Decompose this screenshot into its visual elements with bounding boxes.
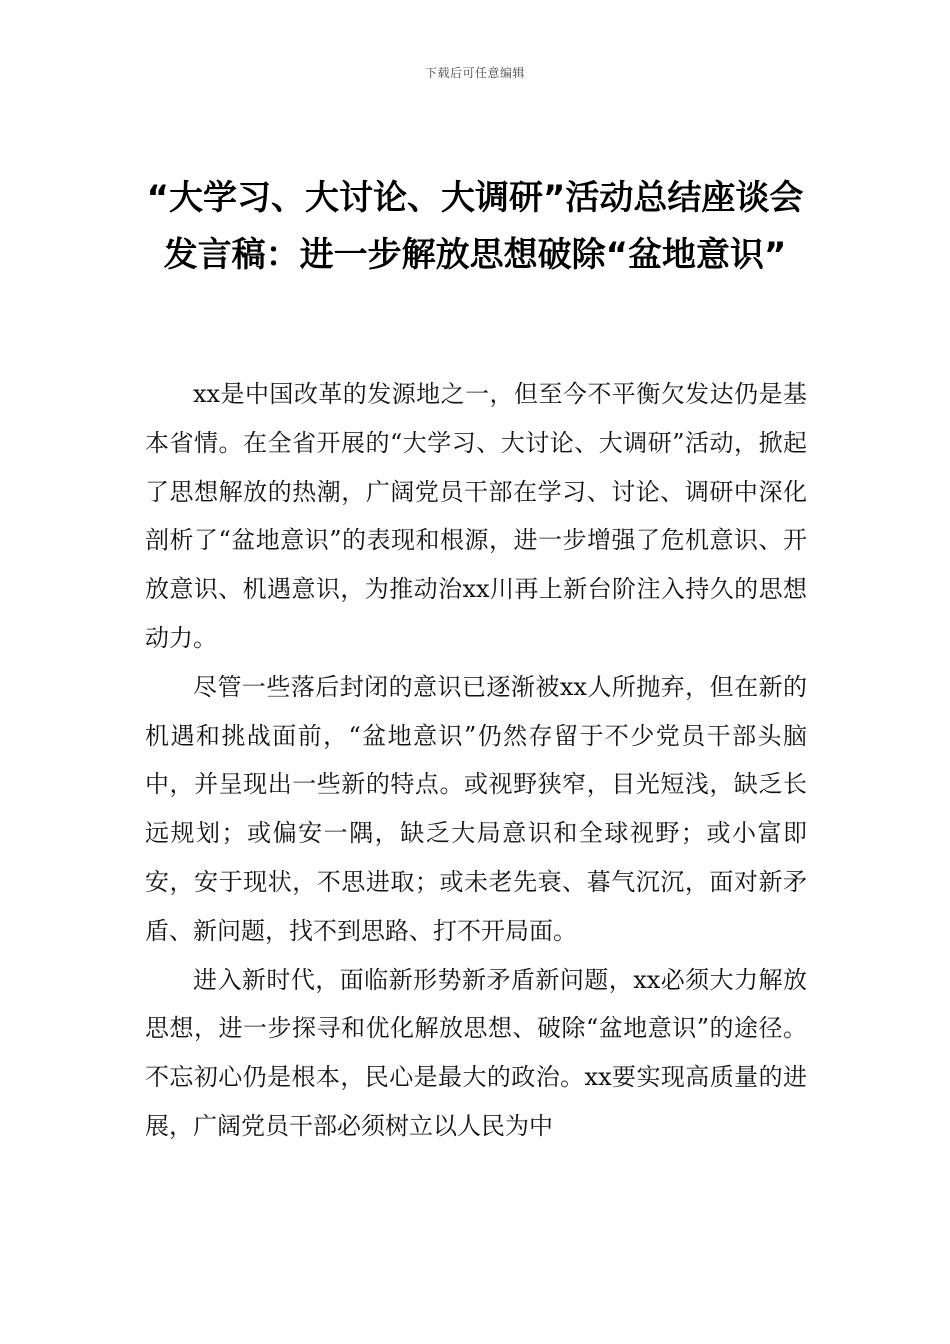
paragraph: 进入新时代，面临新形势新矛盾新问题，xx必须大力解放思想，进一步探寻和优化解放思想、破除“盆地意识”的途径。不忘初心仍是根本，民心是最大的政治。xx要实现高质量的进展，广阔党员干部必须树立以人民为中 [145, 965, 807, 1140]
header-note: 下载后可任意编辑 [424, 66, 525, 80]
document-body [145, 370, 807, 1151]
paragraph: 尽管一些落后封闭的意识已逐渐被xx人所抛弃，但在新的机遇和挑战面前，“盆地意识”仍然存留于不少党员干部头脑中，并呈现出一些新的特点。或视野狭窄，目光短浅，缺乏长远规划；或偏安一隅，缺乏大局意识和全球视野；或小富即安，安于现状，不思进取；或未老先衰、暮气沉沉，面对新矛盾、新问题，找不到思路、打不开局面。 [145, 672, 807, 945]
document-title: “大学习、大讨论、大调研”活动总结座谈会发言稿：进一步解放思想破除“盆地意识” [146, 178, 804, 275]
paragraph: xx是中国改革的发源地之一，但至今不平衡欠发达仍是基本省情。在全省开展的“大学习、大讨论、大调研”活动，掀起了思想解放的热潮，广阔党员干部在学习、讨论、调研中深化剖析了“盆地意识”的表现和根源，进一步增强了危机意识、开放意识、机遇意识，为推动治xx川再上新台阶注入持久的思想动力。 [145, 380, 807, 652]
